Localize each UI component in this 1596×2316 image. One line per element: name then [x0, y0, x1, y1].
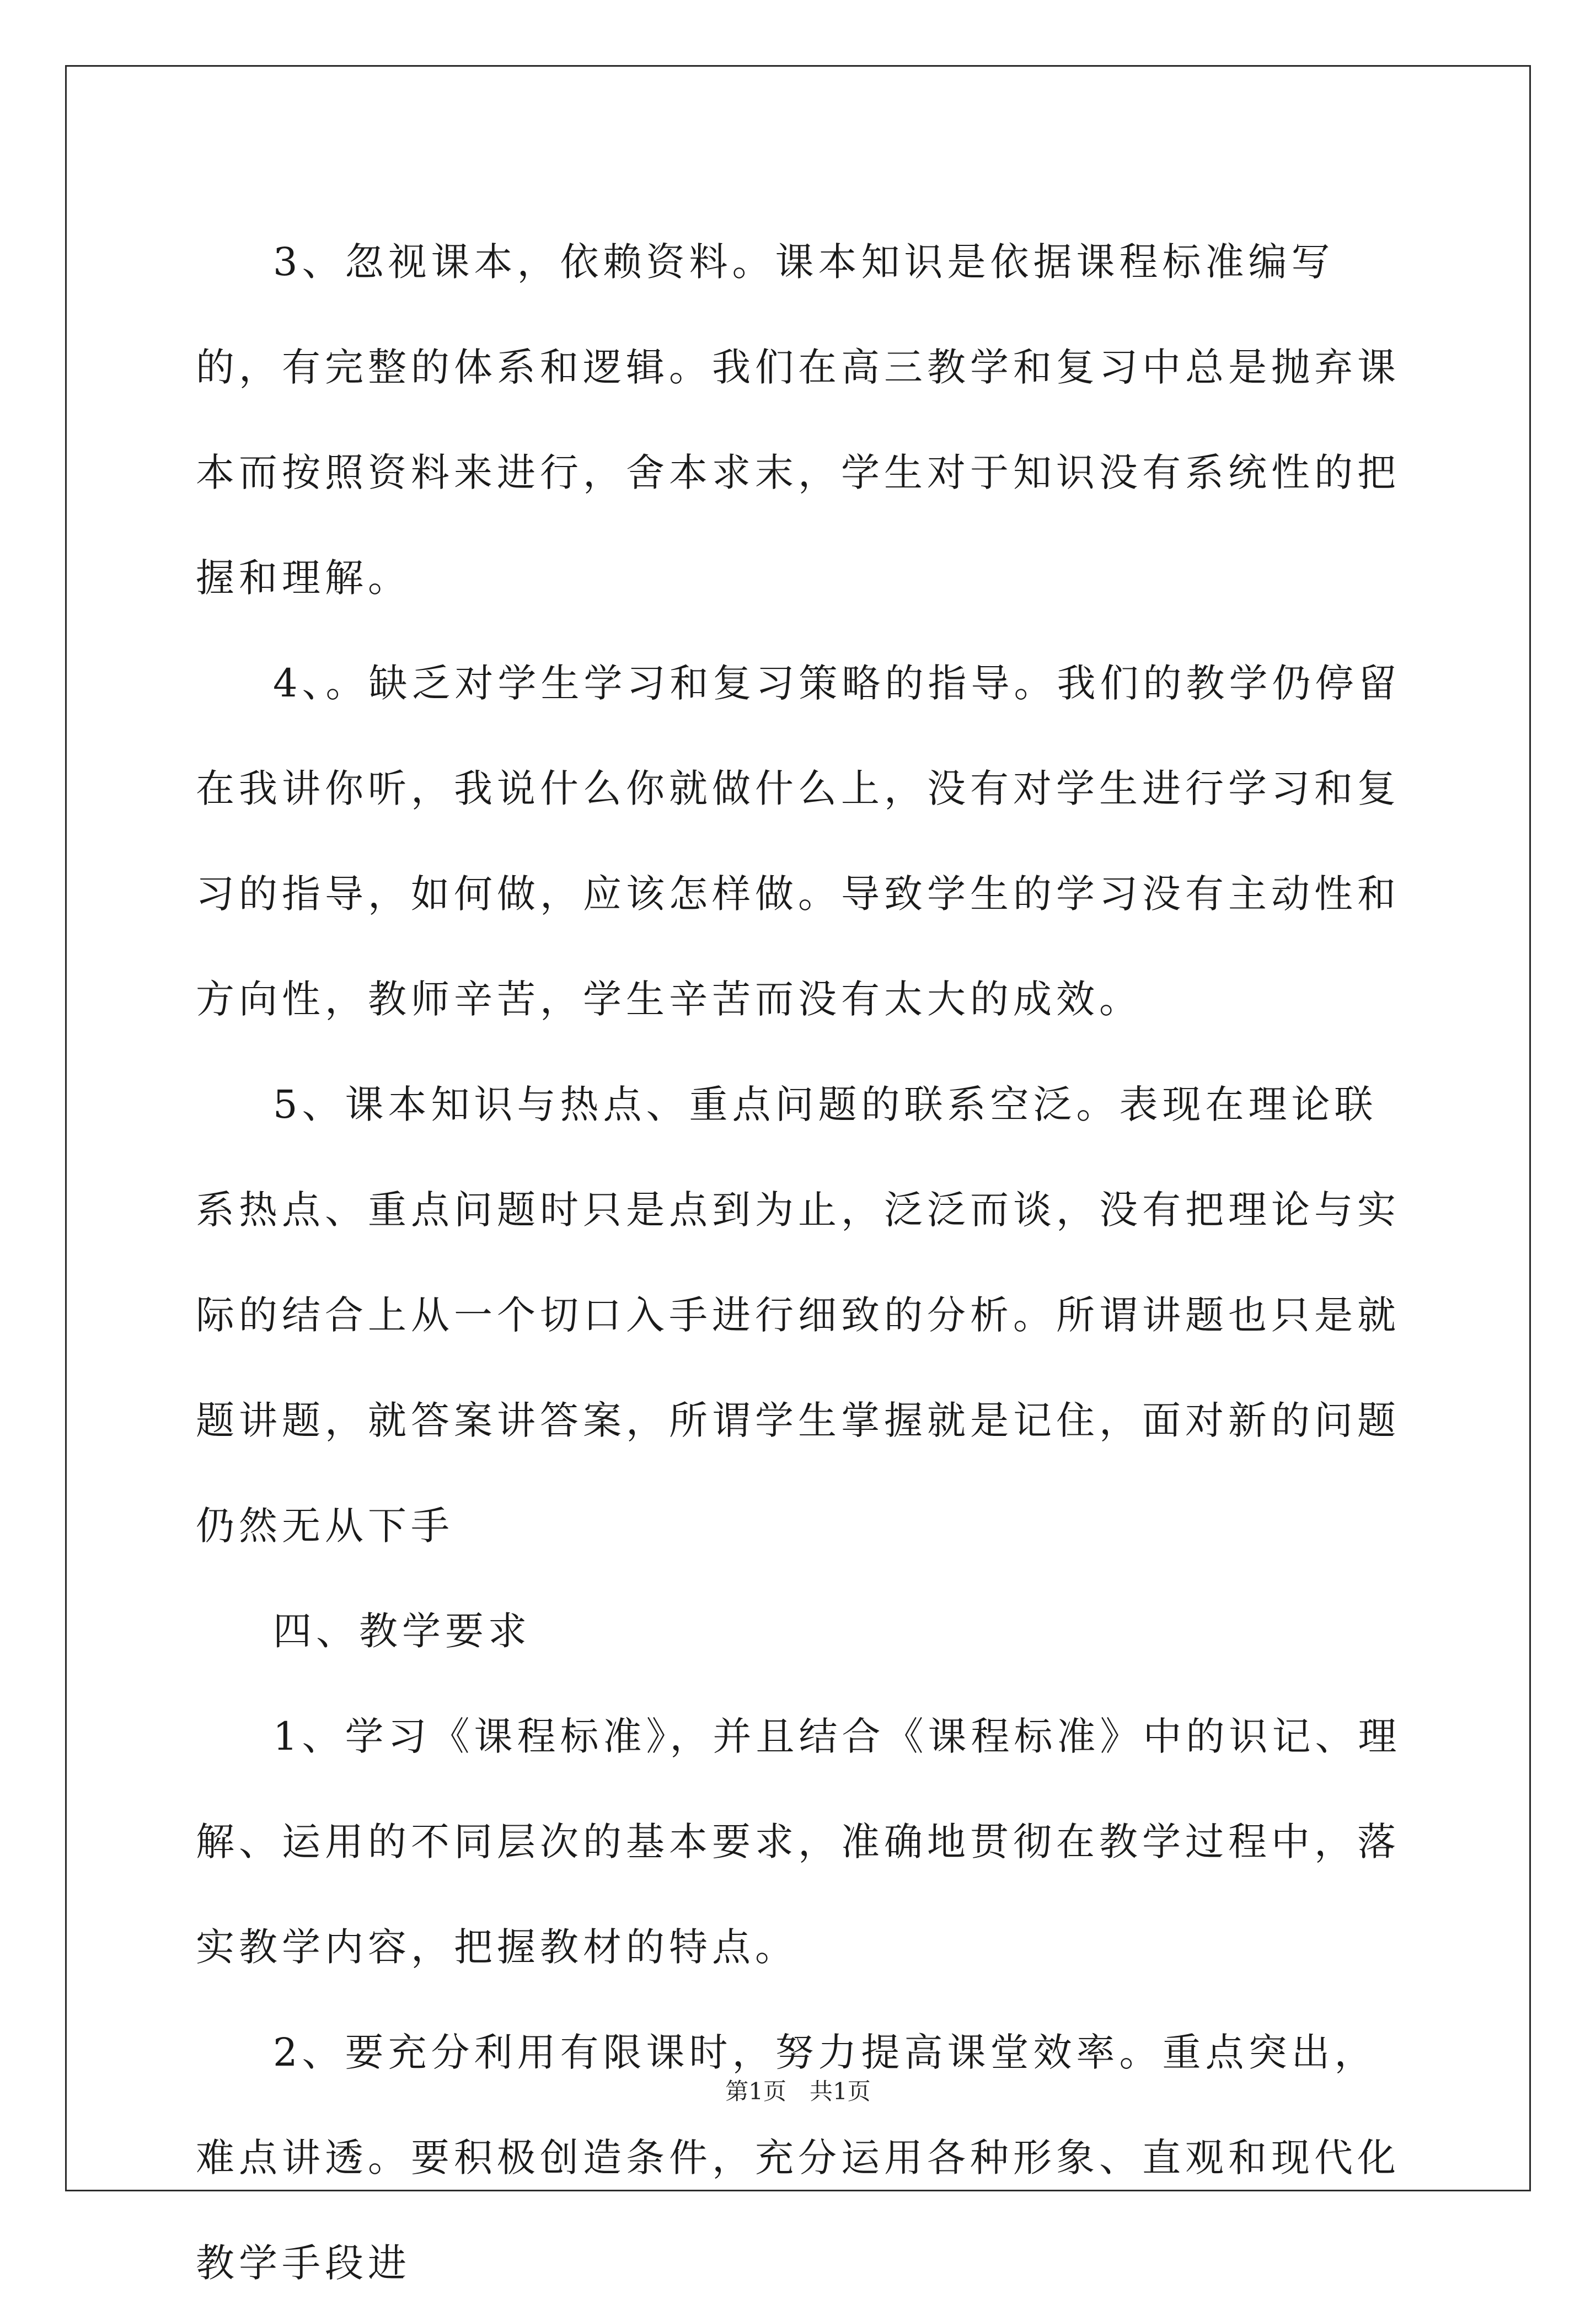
paragraph-requirement-2: 2、要充分利用有限课时，努力提高课堂效率。重点突出，难点讲透。要积极创造条件，充分运用各种形象、直观和现代化教学手段进	[196, 2030, 1400, 2286]
document-body	[196, 210, 1409, 2316]
page-footer: 第1页 共1页	[725, 2078, 871, 2105]
paragraph-item-5-weak-connection: 5、课本知识与热点、重点问题的联系空泛。表现在理论联系热点、重点问题时只是点到为止，泛泛而谈，没有把理论与实际的结合上从一个切口入手进行细致的分析。所谓讲题也只是就题讲题，就答案讲答案，所谓学生掌握就是记住，面对新的问题仍然无从下手	[196, 1082, 1400, 1548]
paragraph-item-3-ignore-textbook: 3、忽视课本，依赖资料。课本知识是依据课程标准编写的，有完整的体系和逻辑。我们在高三教学和复习中总是抛弃课本而按照资料来进行，舍本求末，学生对于知识没有系统性的把握和理解。	[196, 239, 1400, 601]
paragraph-requirement-1: 1、学习《课程标准》，并且结合《课程标准》中的识记、理解、运用的不同层次的基本要求，准确地贯彻在教学过程中，落实教学内容，把握教材的特点。	[196, 1714, 1401, 1970]
section-heading-teaching-requirements: 四、教学要求	[273, 1609, 531, 1654]
paragraph-item-4-lack-guidance: 4、。缺乏对学生学习和复习策略的指导。我们的教学仍停留在我讲你听，我说什么你就做什么上，没有对学生进行学习和复习的指导，如何做，应该怎样做。导致学生的学习没有主动性和方向性，教师辛苦，学生辛苦而没有太大的成效。	[196, 661, 1401, 1022]
